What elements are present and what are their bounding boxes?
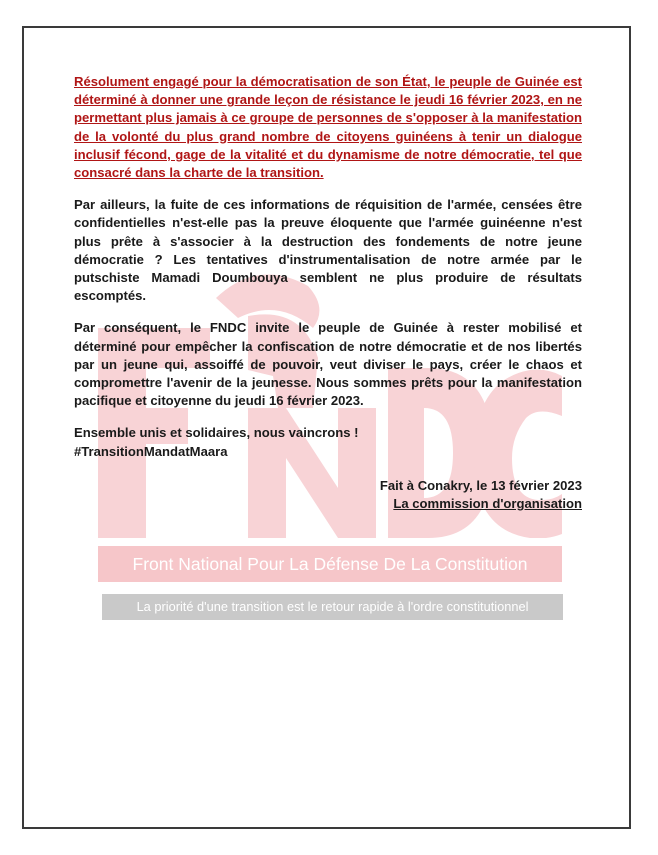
document-body [74,73,582,513]
closing-block [74,424,582,460]
signatory: La commission d'organisation [393,496,582,512]
paragraph-army-requisition: Par ailleurs, la fuite de ces informations de réquisition de l'armée, censées être confidentielles n'est-elle pas la preuve éloquente que l'armée guinéenne n'est plus prête à s'associer à la destruction des fondements de notre jeune démocratie ? Les tentatives d'instrumentalisation de notre armée par le putschiste Mamadi Doumbouya semblent ne plus produire de résultats escomptés. [74,197,582,304]
motto-banner: La priorité d'une transition est le retour rapide à l'ordre constitutionnel [102,594,563,620]
paragraph-highlighted: Résolument engagé pour la démocratisation de son État, le peuple de Guinée est déterminé à donner une grande leçon de résistance le jeudi 16 février 2023, en ne permettant plus jamais à ce groupe de personnes de s'opposer à la manifestation de la volonté du plus grand nombre de citoyens guinéens à tenir un dialogue inclusif fécond, gage de la vitalité et du dynamisme de notre démocratie, tel que consacré dans la charte de la transition. [74,74,582,181]
place-date: Fait à Conakry, le 13 février 2023 [379,477,582,493]
signature-block [74,477,582,513]
hashtag: #TransitionMandatMaara [74,443,228,459]
paragraph-call-to-mobilize: Par conséquent, le FNDC invite le peuple de Guinée à rester mobilisé et déterminé pour empêcher la confiscation de notre démocratie et de nos libertés par un jeune qui, assoiffé de pouvoir, veut diviser le pays, créer le chaos et compromettre l'avenir de la jeunesse. Nous sommes prêts pour la manifestation pacifique et citoyenne du jeudi 16 février 2023. [74,320,582,409]
organization-banner: Front National Pour La Défense De La Constitution [98,546,562,582]
closing-line: Ensemble unis et solidaires, nous vaincrons ! [74,425,359,441]
